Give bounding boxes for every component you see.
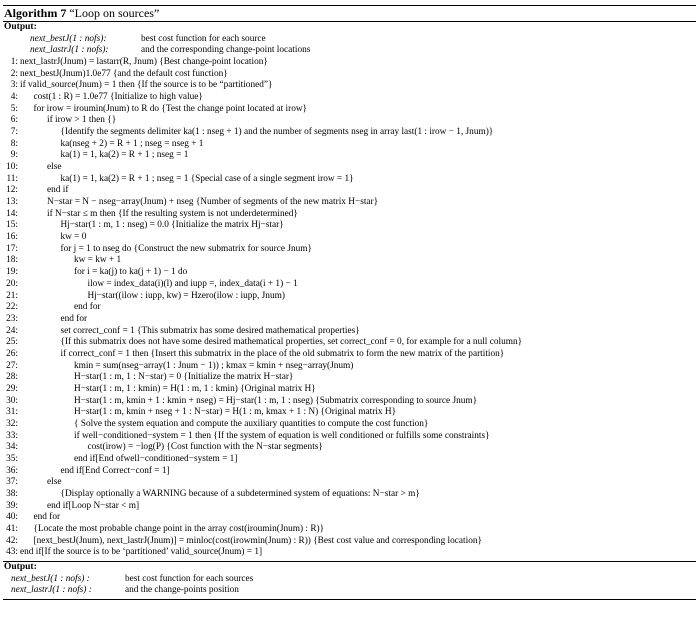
line-code: Hj−star((ilow : iupp, kw) = Hzero(ilow : iupp, Jnum): [87, 290, 285, 301]
algorithm-line: [3, 209, 696, 221]
line-code: kw = kw + 1: [74, 255, 122, 266]
line-number: 33:: [6, 430, 18, 441]
line-number: 28:: [6, 372, 18, 383]
line-code: end if: [47, 185, 69, 196]
output-item: [3, 34, 696, 46]
algorithm-line: [3, 104, 696, 116]
output-item: [3, 585, 696, 597]
algorithm-box: [3, 5, 696, 600]
line-code: end for: [33, 512, 61, 523]
algorithm-line: [3, 489, 696, 501]
line-code: end if[End Correct−conf = 1]: [60, 465, 170, 476]
algorithm-line: [3, 267, 696, 279]
algorithm-line: [3, 512, 696, 524]
algorithm-line: [3, 396, 696, 408]
line-code: for i = ka(j) to ka(j + 1) − 1 do: [74, 267, 188, 278]
line-code: ka(nseg + 2) = R + 1 ; nseg = nseg + 1: [60, 138, 204, 149]
line-number: 34:: [6, 442, 18, 453]
line-number: 2:: [10, 68, 18, 79]
line-number: 35:: [6, 453, 18, 464]
line-number: 18:: [6, 255, 18, 266]
algorithm-line: [3, 419, 696, 431]
line-code: N−star = N − nseg−array(Jnum) + nseg {Number of segments of the new matrix H−star}: [47, 197, 379, 208]
output-description: and the corresponding change-point locations: [141, 45, 311, 56]
algorithm-line: [3, 92, 696, 104]
line-number: 12:: [6, 185, 18, 196]
algorithm-label: Algorithm 7: [4, 6, 67, 20]
algorithm-line: [3, 115, 696, 127]
algorithm-line: [3, 244, 696, 256]
line-code: cost(irow) = −log(P) {Cost function with the N−star segments}: [87, 442, 323, 453]
algorithm-line: [3, 162, 696, 174]
line-number: 30:: [6, 395, 18, 406]
algorithm-line: [3, 232, 696, 244]
line-code: {Display optionally a WARNING because of a subdetermined system of equations: N−star > m}: [60, 488, 420, 499]
line-code: kmin = sum(nseg−array(1 : Jnum − 1)) ; kmax = kmin + nseg−array(Jnum): [74, 360, 354, 371]
line-code: {If this submatrix does not have some desired mathematical properties, set correct_conf = 0, for example for a null column}: [60, 337, 523, 348]
line-number: 29:: [6, 383, 18, 394]
algorithm-line: [3, 255, 696, 267]
line-code: cost(1 : R) = 1.0e77 {Initialize to high value}: [33, 92, 203, 103]
line-code: else: [47, 477, 62, 488]
algorithm-line: [3, 349, 696, 361]
line-code: for j = 1 to nseg do {Construct the new submatrix for source Jnum}: [60, 243, 312, 254]
line-number: 22:: [6, 302, 18, 313]
line-number: 16:: [6, 232, 18, 243]
algorithm-line: [3, 524, 696, 536]
line-code: if correct_conf = 1 then {Insert this submatrix in the place of the old submatrix to form the new matrix of the partition}: [60, 348, 505, 359]
line-code: kw = 0: [60, 232, 87, 243]
output-variable: next_bestJ(1 : nofs) :: [11, 573, 90, 584]
algorithm-line: [3, 372, 696, 384]
output-item: [3, 574, 696, 586]
line-code: H−star(1 : m, 1 : N−star) = 0 {Initialize the matrix H−star}: [74, 372, 294, 383]
bottom-rule: [3, 599, 696, 600]
line-code: set correct_conf = 1 {This submatrix has some desired mathematical properties}: [60, 325, 360, 336]
line-code: next_bestJ(Jnum)1.0e77 {and the default cost function}: [20, 68, 228, 79]
line-code: end for: [60, 313, 88, 324]
line-number: 4:: [10, 92, 18, 103]
line-number: 3:: [10, 80, 18, 91]
line-number: 7:: [10, 127, 18, 138]
algorithm-line: [3, 466, 696, 478]
line-number: 31:: [6, 407, 18, 418]
line-number: 32:: [6, 418, 18, 429]
output-variable: next_bestJ(1 : nofs):: [30, 33, 107, 44]
line-code: ka(1) = 1, ka(2) = R + 1 ; nseg = 1 {Special case of a single segment irow = 1}: [60, 173, 354, 184]
line-code: end if[End ofwell−conditioned−system = 1]: [74, 453, 238, 464]
algorithm-line: [3, 337, 696, 349]
line-number: 43:: [6, 547, 18, 558]
line-number: 10:: [6, 162, 18, 173]
algorithm-line: [3, 127, 696, 139]
algorithm-line: [3, 139, 696, 151]
line-number: 38:: [6, 488, 18, 499]
algorithm-line: [3, 477, 696, 489]
algorithm-line: [3, 291, 696, 303]
output-heading-top: Output:: [4, 22, 37, 32]
algorithm-line: [3, 279, 696, 291]
line-number: 8:: [10, 138, 18, 149]
line-code: {Identify the segments delimiter ka(1 : nseg + 1) and the number of segments nseg in array last(1 : irow − 1, Jnum)}: [60, 127, 494, 138]
line-code: H−star(1 : m, kmin + 1 : kmin + nseg) = Hj−star(1 : m, 1 : nseg) {Submatrix corresponding to source Jnum}: [74, 395, 478, 406]
algorithm-line: [3, 302, 696, 314]
line-number: 26:: [6, 348, 18, 359]
algorithm-line: [3, 80, 696, 92]
line-code: if N−star ≤ m then {If the resulting system is not underdetermined}: [47, 208, 298, 219]
algorithm-line: [3, 220, 696, 232]
line-code: ilow = index_data(i)(l) and iupp =, index_data(i + 1) − 1: [87, 278, 298, 289]
algorithm-line: [3, 326, 696, 338]
line-number: 39:: [6, 500, 18, 511]
algorithm-line: [3, 361, 696, 373]
algorithm-line: [3, 174, 696, 186]
line-number: 19:: [6, 267, 18, 278]
line-number: 23:: [6, 313, 18, 324]
line-number: 5:: [10, 103, 18, 114]
algorithm-line: [3, 185, 696, 197]
line-code: end if[Loop N−star < m]: [47, 500, 140, 511]
line-number: 36:: [6, 465, 18, 476]
line-number: 17:: [6, 243, 18, 254]
line-code: H−star(1 : m, kmin + nseg + 1 : N−star) = H(1 : m, kmax + 1 : N) {Original matrix H}: [74, 407, 397, 418]
line-number: 6:: [10, 115, 18, 126]
output-description: best cost function for each sources: [125, 573, 254, 584]
line-code: else: [47, 162, 62, 173]
algorithm-line: [3, 150, 696, 162]
algorithm-line: [3, 442, 696, 454]
line-number: 25:: [6, 337, 18, 348]
line-code: ka(1) = 1, ka(2) = R + 1 ; nseg = 1: [60, 150, 189, 161]
line-code: end for: [74, 302, 101, 313]
output-description: best cost function for each source: [141, 33, 266, 44]
output-description: and the change-points position: [125, 585, 239, 596]
line-code: H−star(1 : m, 1 : kmin) = H(1 : m, 1 : kmin) {Original matrix H}: [74, 383, 316, 394]
algorithm-line: [3, 536, 696, 548]
algorithm-caption: [3, 6, 696, 21]
line-number: 14:: [6, 208, 18, 219]
line-number: 21:: [6, 290, 18, 301]
output-variable: next_lastrJ(1 : nofs) :: [11, 585, 92, 596]
line-number: 9:: [10, 150, 18, 161]
algorithm-line: [3, 431, 696, 443]
line-code: if irow > 1 then {}: [47, 115, 117, 126]
line-number: 37:: [6, 477, 18, 488]
line-code: [next_bestJ(Jnum), next_lastrJ(Jnum)] = minloc(cost(irowmin(Jnum) : R)) {Best cost value and corresponding location}: [33, 535, 482, 546]
line-code: for irow = iroumin(Jnum) to R do {Test the change point located at irow}: [33, 103, 308, 114]
line-number: 20:: [6, 278, 18, 289]
line-code: {Locate the most probable change point in the array cost(iroumin(Jnum) : R)}: [33, 523, 325, 534]
line-code: end if[If the source is to be ‘partitioned’ valid_source(Jnum) = 1]: [20, 547, 263, 558]
line-code: next_lastrJ(Jnum) = lastarr(R, Jnum) {Best change-point location}: [20, 57, 268, 68]
line-code: if valid_source(Jnum) = 1 then {If the source is to be “partitioned”}: [20, 80, 273, 91]
algorithm-lines: [3, 57, 696, 559]
line-code: Hj−star(1 : m, 1 : nseg) = 0.0 {Initialize the matrix Hj−star}: [60, 220, 284, 231]
line-number: 15:: [6, 220, 18, 231]
line-number: 27:: [6, 360, 18, 371]
output-heading-bottom: Output:: [4, 561, 37, 572]
algorithm-line: [3, 197, 696, 209]
line-code: if well−conditioned−system = 1 then {If the system of equation is well conditioned or fulfills some constraints}: [74, 430, 490, 441]
algorithm-line: [3, 69, 696, 81]
line-number: 13:: [6, 197, 18, 208]
algorithm-line: [3, 547, 696, 559]
output-item: [3, 45, 696, 57]
algorithm-line: [3, 454, 696, 466]
algorithm-line: [3, 407, 696, 419]
output-variable: next_lastrJ(1 : nofs):: [30, 45, 109, 56]
line-number: 24:: [6, 325, 18, 336]
line-number: 11:: [6, 173, 18, 184]
line-code: { Solve the system equation and compute the auxiliary quantities to compute the cost function}: [74, 418, 429, 429]
algorithm-line: [3, 384, 696, 396]
algorithm-line: [3, 57, 696, 69]
algorithm-line: [3, 501, 696, 513]
algorithm-title: “Loop on sources”: [69, 6, 160, 20]
line-number: 42:: [6, 535, 18, 546]
line-number: 40:: [6, 512, 18, 523]
algorithm-line: [3, 314, 696, 326]
line-number: 41:: [6, 523, 18, 534]
line-number: 1:: [10, 57, 18, 68]
